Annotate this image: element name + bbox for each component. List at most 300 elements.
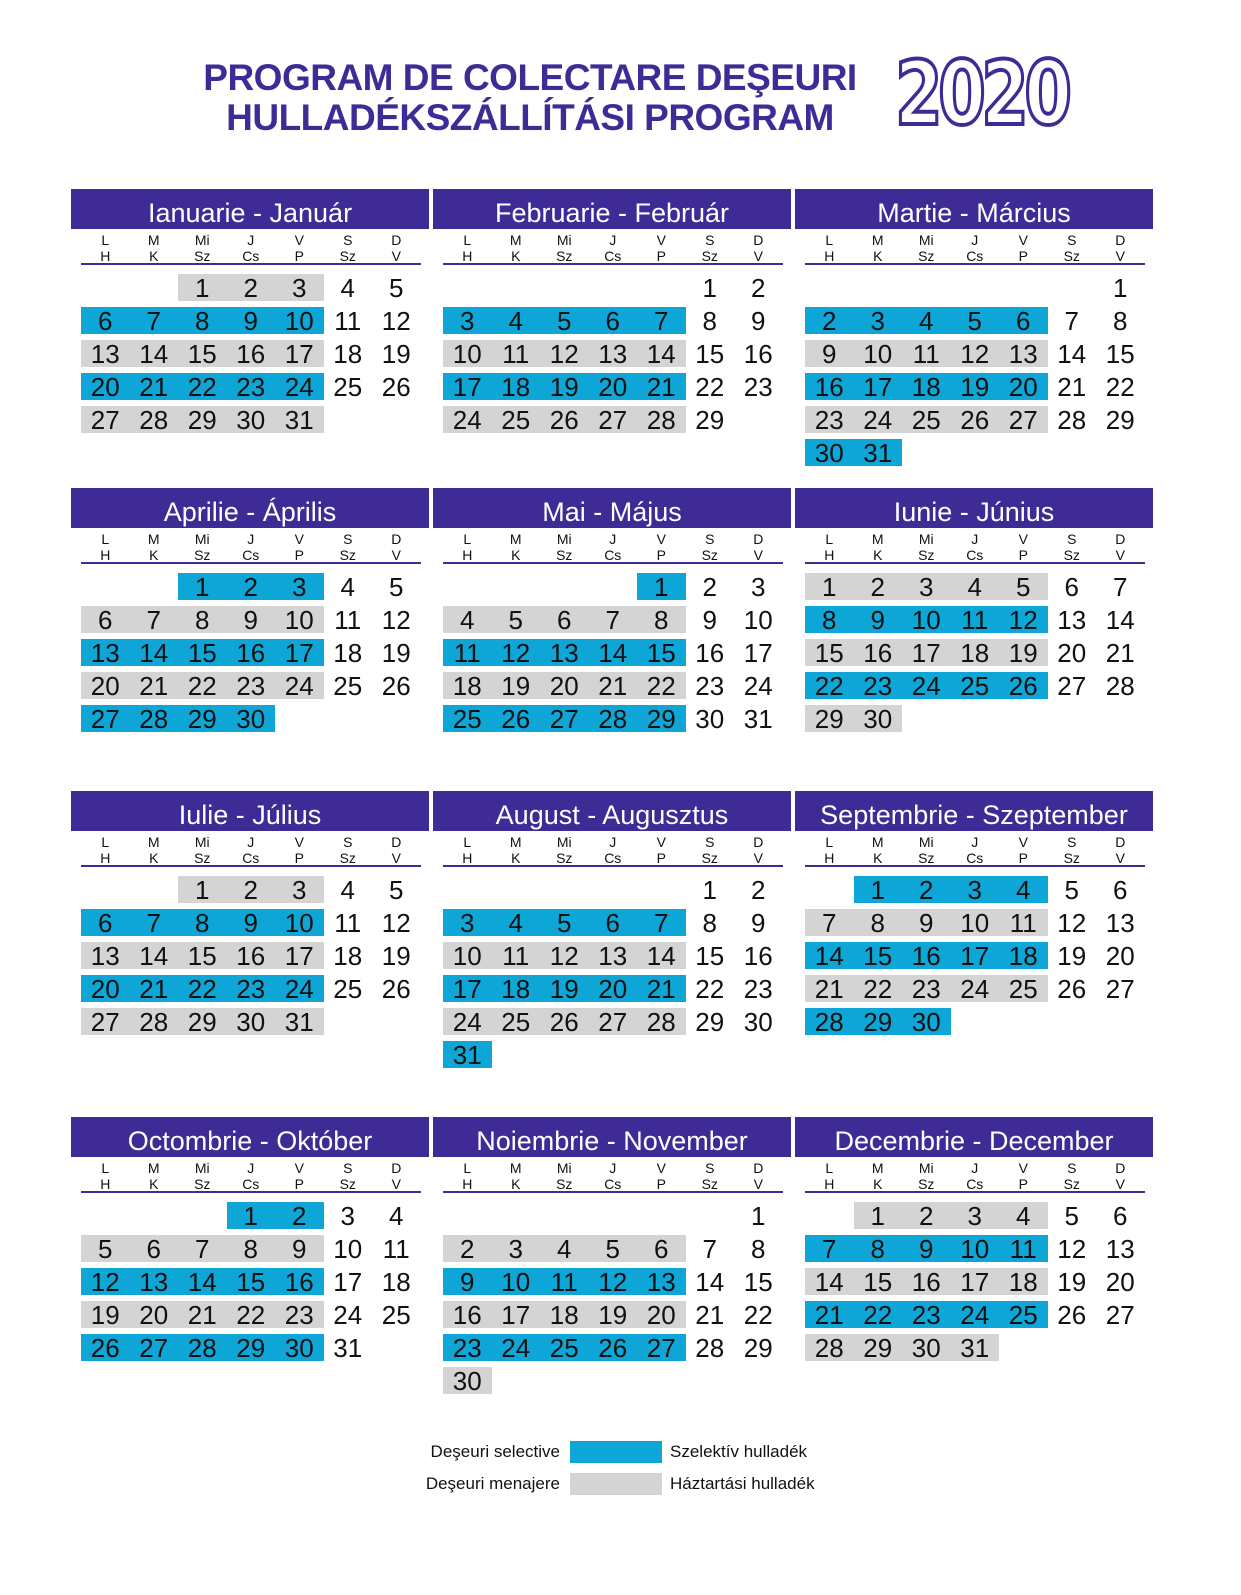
weekday-label [637,1157,686,1191]
weekday-label [1096,229,1145,263]
weekday-label [492,528,541,562]
day-cell: 24 [275,975,324,1002]
day-cell: 26 [492,705,541,732]
day-cell: 22 [1105,372,1135,402]
weekday-ro: L [825,531,834,547]
weekday-hu: V [1115,248,1125,264]
day-cell: 4 [443,606,492,633]
week-row [81,1265,429,1298]
empty-cell [324,1008,373,1035]
weekday-label [275,528,324,562]
day-cell: 1 [854,876,903,903]
week-row [443,873,791,906]
day-cell: 11 [334,605,362,635]
weekday-label [130,528,179,562]
weekday-hu: Cs [966,547,984,563]
day-cell: 9 [227,307,276,334]
weekday-ro: D [391,531,402,547]
weekday-ro: J [609,232,617,248]
week-row [805,873,1153,906]
weekday-hu: Cs [966,248,984,264]
weekday-label [734,831,783,865]
weekday-hu: V [391,1176,401,1192]
weekday-ro: S [1067,834,1077,850]
weekday-label [951,229,1000,263]
day-cell: 6 [637,1235,686,1262]
day-cell: 13 [540,639,589,666]
weekday-label [734,229,783,263]
weekday-hu: Cs [966,850,984,866]
title-line-hu: HULLADÉKSZÁLLÍTÁSI PROGRAM [226,97,834,138]
weekday-ro: D [1115,1160,1126,1176]
empty-cell [540,876,589,903]
empty-cell [492,274,541,301]
weekday-label [540,1157,589,1191]
day-cell: 29 [695,1007,725,1037]
weekday-ro: M [147,834,160,850]
week-row [81,304,429,337]
day-cell: 7 [1113,572,1128,602]
week-row [443,1232,791,1265]
weekday-hu: V [391,248,401,264]
day-cell: 13 [589,340,638,367]
month-title: Iunie - Június [795,488,1153,528]
day-cell: 21 [130,672,179,699]
empty-cell [372,1008,421,1035]
day-cell: 7 [1064,306,1079,336]
day-cell: 7 [130,307,179,334]
day-cell: 8 [637,606,686,633]
week-row [443,669,791,702]
empty-cell [130,876,179,903]
day-cell: 17 [743,638,773,668]
day-cell: 30 [227,705,276,732]
weekday-ro: Mi [556,531,572,547]
day-cell: 15 [1105,339,1135,369]
weekday-label [854,831,903,865]
day-cell: 1 [1113,273,1128,303]
day-cell: 10 [951,909,1000,936]
day-cell: 19 [1057,941,1087,971]
weekday-ro: Mi [194,834,210,850]
weekday-hu: K [149,547,159,563]
weekday-hu: Sz [194,248,211,264]
day-cell: 28 [130,1008,179,1035]
day-cell: 10 [333,1234,363,1264]
weekday-ro: L [825,1160,834,1176]
day-cell: 27 [540,705,589,732]
empty-cell [805,274,854,301]
weekday-header [81,1157,421,1193]
day-cell: 23 [227,672,276,699]
weekday-hu: Cs [242,850,260,866]
day-cell: 24 [275,373,324,400]
weekday-label [805,831,854,865]
weekday-ro: L [825,834,834,850]
day-cell: 4 [340,572,355,602]
weekday-label [324,831,373,865]
day-cell: 18 [492,975,541,1002]
empty-cell [443,274,492,301]
day-cell: 4 [999,1202,1048,1229]
day-cell: 27 [637,1334,686,1361]
empty-cell [686,1041,735,1068]
month-block [433,488,791,770]
day-cell: 8 [854,1235,903,1262]
weekday-hu: Sz [701,248,718,264]
weekday-label [178,1157,227,1191]
empty-cell [1048,705,1097,732]
day-cell: 20 [81,373,130,400]
weekday-hu: H [824,248,835,264]
weekday-label [589,229,638,263]
weekday-ro: J [247,232,255,248]
week-row [805,669,1153,702]
week-row [443,1199,791,1232]
weekday-label [589,528,638,562]
day-cell: 30 [805,439,854,466]
weekday-ro: Mi [918,232,934,248]
weekday-ro: M [509,232,522,248]
day-cell: 25 [443,705,492,732]
empty-cell [686,1367,735,1394]
weekday-ro: D [1115,834,1126,850]
weekday-hu: Cs [604,1176,622,1192]
day-cell: 13 [637,1268,686,1295]
day-cell: 17 [443,373,492,400]
weekday-ro: D [391,1160,402,1176]
day-cell: 16 [443,1301,492,1328]
day-cell: 14 [130,639,179,666]
weekday-ro: J [247,1160,255,1176]
empty-cell [1048,439,1097,466]
page-title [150,58,910,138]
day-cell: 2 [227,573,276,600]
weekday-label [1048,229,1097,263]
day-grid [795,271,1153,471]
day-cell: 26 [999,672,1048,699]
week-row [81,939,429,972]
weekday-ro: S [343,531,353,547]
day-cell: 14 [637,340,686,367]
day-cell: 19 [381,638,411,668]
weekday-hu: P [294,1176,304,1192]
day-cell: 21 [695,1300,725,1330]
day-cell: 17 [902,639,951,666]
day-cell: 8 [178,606,227,633]
weekday-hu: P [1018,850,1028,866]
day-cell: 5 [951,307,1000,334]
month-block [795,1117,1153,1399]
month-title: Aprilie - Április [71,488,429,528]
weekday-hu: Sz [1063,1176,1080,1192]
weekday-ro: J [609,834,617,850]
day-cell: 24 [902,672,951,699]
weekday-label [492,1157,541,1191]
day-cell: 22 [743,1300,773,1330]
empty-cell [589,876,638,903]
weekday-label [854,1157,903,1191]
day-cell: 15 [805,639,854,666]
weekday-ro: J [971,232,979,248]
day-cell: 5 [389,572,404,602]
day-cell: 12 [540,340,589,367]
day-cell: 17 [492,1301,541,1328]
day-cell: 5 [1064,875,1079,905]
day-cell: 16 [227,639,276,666]
day-cell: 8 [702,306,717,336]
weekday-ro: V [1018,531,1028,547]
week-row [81,271,429,304]
weekday-ro: S [1067,232,1077,248]
day-cell: 14 [589,639,638,666]
day-cell: 8 [178,307,227,334]
week-row [443,906,791,939]
day-cell: 6 [1064,572,1079,602]
weekday-ro: V [1018,232,1028,248]
week-row [81,873,429,906]
weekday-hu: P [294,248,304,264]
empty-cell [324,705,373,732]
day-cell: 4 [492,307,541,334]
day-cell: 3 [340,1201,355,1231]
week-row [81,972,429,1005]
day-cell: 25 [333,974,363,1004]
weekday-hu: Sz [194,850,211,866]
empty-cell [372,705,421,732]
weekday-hu: Sz [556,248,573,264]
day-cell: 6 [1113,875,1128,905]
day-cell: 21 [1057,372,1087,402]
weekday-hu: Cs [604,547,622,563]
weekday-hu: K [873,850,883,866]
empty-cell [637,1367,686,1394]
day-cell: 26 [540,406,589,433]
day-cell: 9 [443,1268,492,1295]
day-cell: 18 [999,942,1048,969]
day-cell: 18 [333,339,363,369]
day-cell: 6 [1113,1201,1128,1231]
day-cell: 13 [81,942,130,969]
day-cell: 13 [130,1268,179,1295]
day-cell: 23 [695,671,725,701]
week-row [81,1232,429,1265]
weekday-ro: M [871,834,884,850]
weekday-hu: Sz [918,547,935,563]
day-cell: 24 [492,1334,541,1361]
weekday-hu: Sz [701,850,718,866]
day-cell: 5 [589,1235,638,1262]
day-cell: 23 [805,406,854,433]
weekday-label [805,1157,854,1191]
weekday-hu: Sz [194,1176,211,1192]
day-cell: 30 [227,1008,276,1035]
weekday-hu: Sz [1063,547,1080,563]
day-cell: 1 [702,273,717,303]
day-cell: 28 [637,1008,686,1035]
day-cell: 25 [902,406,951,433]
week-row [805,702,1153,735]
weekday-label [227,528,276,562]
weekday-ro: V [294,1160,304,1176]
weekday-ro: L [101,531,110,547]
weekday-ro: V [1018,1160,1028,1176]
weekday-label [854,528,903,562]
day-cell: 28 [1105,671,1135,701]
day-cell: 9 [805,340,854,367]
day-cell: 21 [805,975,854,1002]
weekday-label [902,528,951,562]
day-cell: 17 [443,975,492,1002]
day-cell: 28 [805,1334,854,1361]
empty-cell [1048,1008,1097,1035]
month-title: Octombrie - Október [71,1117,429,1157]
week-row [81,403,429,436]
day-cell: 27 [589,406,638,433]
empty-cell [81,876,130,903]
day-cell: 2 [702,572,717,602]
day-cell: 26 [1057,1300,1087,1330]
empty-cell [178,1202,227,1229]
empty-cell [589,1041,638,1068]
day-cell: 9 [902,909,951,936]
day-cell: 26 [81,1334,130,1361]
weekday-label [130,229,179,263]
day-cell: 23 [275,1301,324,1328]
day-cell: 9 [227,909,276,936]
day-cell: 20 [637,1301,686,1328]
empty-cell [1096,705,1145,732]
weekday-label [130,1157,179,1191]
weekday-ro: Mi [194,232,210,248]
day-cell: 18 [381,1267,411,1297]
day-cell: 24 [333,1300,363,1330]
day-cell: 24 [951,975,1000,1002]
day-cell: 23 [743,372,773,402]
weekday-hu: Sz [339,248,356,264]
day-cell: 18 [902,373,951,400]
day-cell: 31 [951,1334,1000,1361]
day-cell: 8 [805,606,854,633]
week-row [443,972,791,1005]
week-row [805,370,1153,403]
day-cell: 26 [381,671,411,701]
weekday-hu: K [511,1176,521,1192]
day-cell: 14 [130,942,179,969]
weekday-label [805,229,854,263]
week-row [81,1298,429,1331]
day-cell: 8 [702,908,717,938]
day-cell: 17 [275,639,324,666]
day-cell: 13 [81,340,130,367]
day-cell: 25 [492,1008,541,1035]
day-cell: 13 [1057,605,1087,635]
weekday-label [589,831,638,865]
day-cell: 29 [227,1334,276,1361]
weekday-label [1048,1157,1097,1191]
day-cell: 27 [1105,1300,1135,1330]
day-cell: 10 [443,340,492,367]
week-row [805,636,1153,669]
month-block [71,189,429,471]
day-cell: 6 [81,909,130,936]
day-cell: 29 [743,1333,773,1363]
empty-cell [951,439,1000,466]
empty-cell [686,1202,735,1229]
weekday-label [1048,831,1097,865]
week-row [805,972,1153,1005]
weekday-ro: S [705,834,715,850]
day-cell: 18 [492,373,541,400]
weekday-hu: Cs [242,547,260,563]
day-cell: 27 [81,406,130,433]
day-cell: 9 [854,606,903,633]
day-cell: 30 [743,1007,773,1037]
day-cell: 30 [854,705,903,732]
day-cell: 21 [589,672,638,699]
week-row [443,403,791,436]
empty-cell [637,1202,686,1229]
empty-cell [540,573,589,600]
empty-cell [275,705,324,732]
day-grid [71,570,429,770]
weekday-label [1096,831,1145,865]
empty-cell [1048,274,1097,301]
day-cell: 28 [1057,405,1087,435]
day-cell: 12 [381,306,411,336]
day-cell: 25 [540,1334,589,1361]
day-cell: 11 [382,1234,410,1264]
weekday-hu: Sz [918,248,935,264]
day-cell: 16 [275,1268,324,1295]
day-cell: 6 [81,606,130,633]
day-cell: 20 [81,975,130,1002]
weekday-ro: Mi [556,834,572,850]
weekday-label [324,1157,373,1191]
weekday-ro: D [753,232,764,248]
month-title: Septembrie - Szeptember [795,791,1153,831]
day-cell: 26 [381,372,411,402]
day-cell: 7 [178,1235,227,1262]
weekday-hu: P [1018,547,1028,563]
legend-swatch-selective [570,1441,662,1463]
day-cell: 29 [805,705,854,732]
weekday-label [686,1157,735,1191]
empty-cell [734,1041,783,1068]
month-block [795,189,1153,471]
day-grid [795,570,1153,770]
day-cell: 31 [275,406,324,433]
day-cell: 22 [854,1301,903,1328]
weekday-label [734,528,783,562]
day-cell: 28 [589,705,638,732]
day-cell: 3 [443,909,492,936]
weekday-label [324,528,373,562]
day-cell: 12 [492,639,541,666]
weekday-ro: S [343,834,353,850]
empty-cell [902,439,951,466]
day-cell: 3 [854,307,903,334]
month-block [71,1117,429,1399]
weekday-ro: Mi [918,834,934,850]
day-cell: 11 [999,909,1048,936]
day-cell: 30 [443,1367,492,1394]
day-cell: 25 [951,672,1000,699]
weekday-hu: K [149,248,159,264]
empty-cell [443,876,492,903]
day-cell: 13 [999,340,1048,367]
day-cell: 27 [999,406,1048,433]
